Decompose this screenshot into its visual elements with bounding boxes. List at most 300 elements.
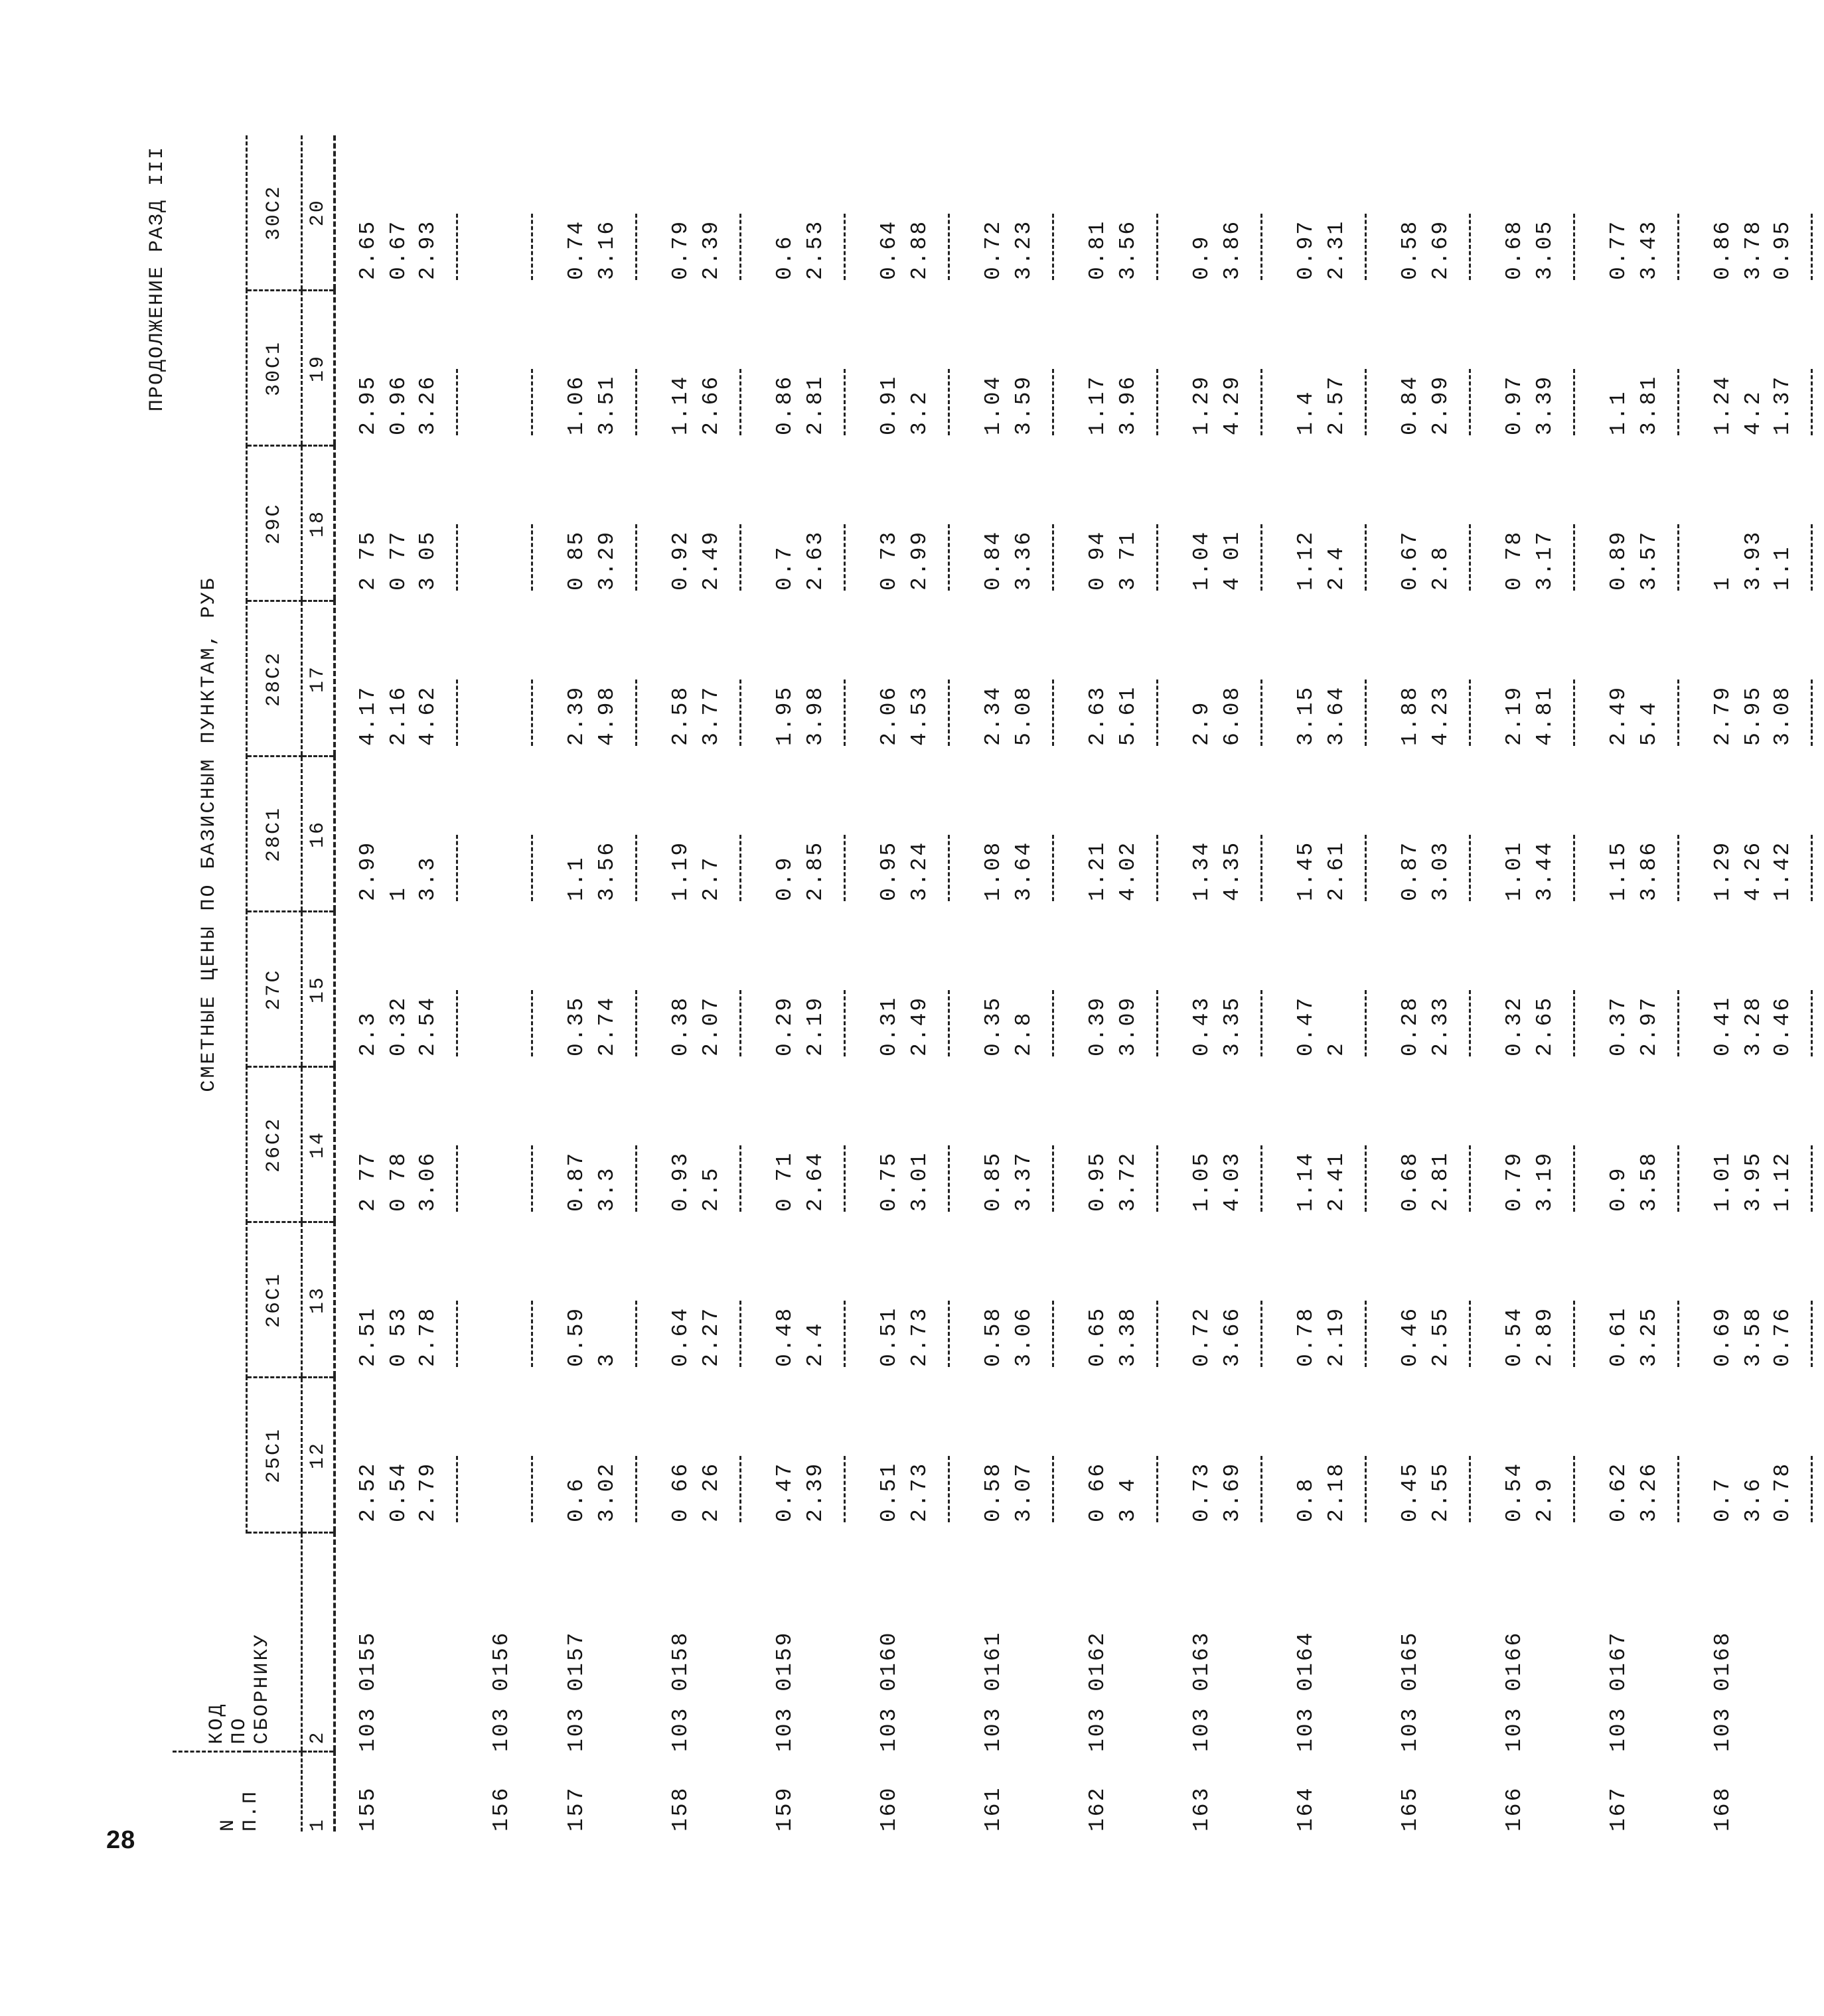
- price-value: 2.39: [699, 219, 723, 280]
- separator-cell: [832, 1752, 857, 1832]
- price-value: 2.61: [1324, 840, 1349, 901]
- row-number: 162: [1085, 1786, 1110, 1832]
- separator-cell: [1353, 446, 1378, 601]
- separator-cell: [624, 1752, 648, 1832]
- row-code-empty: [1770, 1533, 1799, 1752]
- separator-cell: [1458, 1533, 1482, 1752]
- price-value: 0.29: [773, 995, 797, 1056]
- dashed-rule: [1811, 680, 1813, 746]
- dashed-rule: [844, 214, 846, 280]
- separator-cell: [1562, 135, 1586, 291]
- price-value: 3.36: [1012, 530, 1036, 591]
- separator-cell: [1799, 601, 1824, 756]
- price-value: 2.7: [699, 855, 723, 901]
- separator-cell: [520, 446, 544, 601]
- dashed-rule: [1469, 990, 1471, 1056]
- price-value: 3.66: [1220, 1306, 1245, 1367]
- price-value: 0.73: [1189, 1461, 1214, 1522]
- dashed-rule: [948, 1145, 950, 1212]
- price-value: 2.81: [803, 374, 828, 435]
- separator-cell: [1562, 912, 1586, 1067]
- price-value: 3.3: [595, 1166, 619, 1212]
- separator-cell: [1666, 1378, 1691, 1533]
- dashed-rule: [1260, 1456, 1262, 1522]
- price-value: 0.28: [1398, 995, 1422, 1056]
- price-value: 5.08: [1012, 685, 1036, 746]
- row-number-empty: [1741, 1752, 1770, 1832]
- price-value: 0.89: [1606, 530, 1631, 591]
- table-row: [907, 135, 937, 1832]
- table-row: [753, 135, 803, 1832]
- table-row: [803, 135, 832, 1832]
- dashed-rule: [1052, 1456, 1054, 1522]
- price-value: 0 77: [386, 530, 411, 591]
- dashed-rule: [948, 990, 950, 1056]
- separator-cell: [520, 1533, 544, 1752]
- price-value: 2.64: [803, 1151, 828, 1212]
- separator-cell: [1799, 135, 1824, 291]
- separator-row: [1458, 135, 1482, 1832]
- price-value: 0.41: [1710, 995, 1735, 1056]
- dashed-rule: [1573, 680, 1575, 746]
- separator-cell: [1041, 1533, 1065, 1752]
- separator-cell: [1666, 601, 1691, 756]
- dashed-rule: [1573, 1456, 1575, 1522]
- header-n: N П.П: [216, 1789, 262, 1832]
- table-row: [1428, 135, 1458, 1832]
- price-value-empty: [469, 756, 520, 912]
- dashed-rule: [1573, 835, 1575, 901]
- price-value: 0.95: [877, 840, 901, 901]
- price-value: 0 78: [1502, 530, 1527, 591]
- separator-cell: [937, 1222, 961, 1378]
- row-code-empty: [803, 1533, 832, 1752]
- separator-row: [520, 135, 544, 1832]
- row-code-empty: [699, 1533, 728, 1752]
- row-number-empty: [1428, 1752, 1458, 1832]
- separator-cell: [728, 1752, 753, 1832]
- separator-cell: [1353, 135, 1378, 291]
- price-value: 0.54: [1502, 1306, 1527, 1367]
- separator-cell: [1145, 135, 1170, 291]
- dashed-rule: [1365, 1145, 1367, 1212]
- row-number-empty: [416, 1752, 445, 1832]
- dashed-rule: [1811, 214, 1813, 280]
- price-value: 2.27: [699, 1306, 723, 1367]
- separator-cell: [728, 1222, 753, 1378]
- separator-cell: [1666, 1222, 1691, 1378]
- price-value: 0.95: [1085, 1151, 1110, 1212]
- dashed-rule: [1052, 369, 1054, 435]
- price-value: 3.01: [907, 1151, 932, 1212]
- row-number: 160: [877, 1786, 901, 1832]
- price-value: 3.43: [1637, 219, 1661, 280]
- dashed-rule: [948, 835, 950, 901]
- separator-cell: [1562, 601, 1586, 756]
- price-value: 2.58: [668, 685, 693, 746]
- price-value: 3.05: [1533, 219, 1557, 280]
- column-number: 15: [302, 912, 335, 1067]
- dashed-rule: [456, 1301, 458, 1367]
- separator-cell: [1249, 1378, 1274, 1533]
- price-value: 2.85: [803, 840, 828, 901]
- price-value: 2.55: [1428, 1306, 1453, 1367]
- row-number: 164: [1294, 1786, 1318, 1832]
- price-value: 0.51: [877, 1306, 901, 1367]
- separator-row: [445, 135, 469, 1832]
- dashed-rule: [531, 524, 533, 591]
- separator-cell: [1145, 1067, 1170, 1222]
- separator-cell: [1562, 1752, 1586, 1832]
- price-value: 0.77: [1606, 219, 1631, 280]
- dashed-rule: [635, 524, 637, 591]
- dashed-rule: [1052, 1145, 1054, 1212]
- price-value: 1.19: [668, 840, 693, 901]
- price-value: 2.97: [1637, 995, 1661, 1056]
- row-code-empty: [1324, 1533, 1353, 1752]
- dashed-rule: [1365, 680, 1367, 746]
- dashed-rule: [531, 214, 533, 280]
- price-table: [173, 135, 1824, 1832]
- separator-row: [1562, 135, 1586, 1832]
- price-value: 2.89: [1533, 1306, 1557, 1367]
- price-value: 2.65: [1533, 995, 1557, 1056]
- price-value: 1.04: [1189, 530, 1214, 591]
- dashed-rule: [1156, 835, 1158, 901]
- price-value: 3.02: [595, 1461, 619, 1522]
- separator-cell: [1249, 446, 1274, 601]
- dashed-rule: [1365, 524, 1367, 591]
- price-value: 3.16: [595, 219, 619, 280]
- price-value: 1.01: [1710, 1151, 1735, 1212]
- price-value: 0.86: [1710, 219, 1735, 280]
- column-number: 16: [302, 756, 335, 912]
- row-code-empty: [1428, 1533, 1458, 1752]
- price-value: 3.23: [1012, 219, 1036, 280]
- price-value: 0.45: [1398, 1461, 1422, 1522]
- dashed-rule: [739, 1301, 741, 1367]
- dashed-rule: [531, 990, 533, 1056]
- dashed-rule: [1469, 680, 1471, 746]
- price-value: 3.3: [416, 855, 440, 901]
- separator-cell: [1249, 135, 1274, 291]
- dashed-rule: [739, 1145, 741, 1212]
- price-value: 2.4: [1324, 545, 1349, 591]
- dashed-rule: [1052, 680, 1054, 746]
- separator-cell: [1666, 1752, 1691, 1832]
- price-value: 0.6: [773, 234, 797, 280]
- price-value: 0.8: [1294, 1476, 1318, 1522]
- table-row: [857, 135, 907, 1832]
- dashed-rule: [1260, 680, 1262, 746]
- separator-cell: [1666, 912, 1691, 1067]
- price-value: 1.12: [1770, 1151, 1795, 1212]
- price-value: 2.69: [1428, 219, 1453, 280]
- price-value: 2.49: [907, 995, 932, 1056]
- price-value: 2.55: [1428, 1461, 1453, 1522]
- dashed-rule: [1365, 1456, 1367, 1522]
- price-value: 0.74: [564, 219, 589, 280]
- station-header: 26С1: [247, 1222, 302, 1378]
- price-value: 4.98: [595, 685, 619, 746]
- dashed-rule: [1811, 524, 1813, 591]
- dashed-rule: [1811, 1301, 1813, 1367]
- separator-cell: [1041, 912, 1065, 1067]
- dashed-rule: [1260, 369, 1262, 435]
- row-number: 168: [1710, 1786, 1735, 1832]
- dashed-rule: [844, 990, 846, 1056]
- price-value: 0.84: [1398, 374, 1422, 435]
- dashed-rule: [948, 524, 950, 591]
- separator-cell: [1458, 291, 1482, 446]
- dashed-rule: [1677, 990, 1679, 1056]
- separator-cell: [1562, 756, 1586, 912]
- dashed-rule: [1365, 990, 1367, 1056]
- price-value: 2.18: [1324, 1461, 1349, 1522]
- table-row: [469, 135, 520, 1832]
- row-number-empty: [699, 1752, 728, 1832]
- row-number: 167: [1606, 1786, 1631, 1832]
- column-number: 14: [302, 1067, 335, 1222]
- dashed-rule: [1052, 1301, 1054, 1367]
- price-value: 3.19: [1533, 1151, 1557, 1212]
- price-value: 0.51: [877, 1461, 901, 1522]
- row-code: 103 0160: [877, 1630, 901, 1752]
- table-row: [648, 135, 699, 1832]
- separator-row: [832, 135, 857, 1832]
- separator-cell: [1666, 1533, 1691, 1752]
- separator-cell: [1458, 1067, 1482, 1222]
- price-value: 0.38: [668, 995, 693, 1056]
- price-value: 3.06: [416, 1151, 440, 1212]
- price-value: 0.37: [1606, 995, 1631, 1056]
- price-value: 2.07: [699, 995, 723, 1056]
- separator-cell: [445, 135, 469, 291]
- separator-cell: [1799, 756, 1824, 912]
- dashed-rule: [1365, 214, 1367, 280]
- dashed-rule: [1677, 369, 1679, 435]
- dashed-rule: [456, 835, 458, 901]
- separator-cell: [1353, 1222, 1378, 1378]
- table-body: [335, 135, 1824, 1832]
- price-value: 0.9: [773, 855, 797, 901]
- price-value: 0 66: [668, 1461, 693, 1522]
- price-value: 0 73: [877, 530, 901, 591]
- price-value: 2.19: [803, 995, 828, 1056]
- price-value: 3.98: [803, 685, 828, 746]
- separator-cell: [1353, 756, 1378, 912]
- price-value: 2.19: [1324, 1306, 1349, 1367]
- separator-cell: [1799, 1533, 1824, 1752]
- station-header: 25С1: [247, 1378, 302, 1533]
- dashed-rule: [456, 1145, 458, 1212]
- dashed-rule: [1573, 369, 1575, 435]
- dashed-rule: [739, 835, 741, 901]
- dashed-rule: [1260, 1301, 1262, 1367]
- price-value: 0.87: [564, 1151, 589, 1212]
- price-value: 0.78: [1294, 1306, 1318, 1367]
- separator-cell: [1562, 1533, 1586, 1752]
- separator-cell: [832, 912, 857, 1067]
- price-value: 1.1: [1606, 390, 1631, 435]
- row-code: 103 0158: [668, 1630, 693, 1752]
- row-code: 103 0166: [1502, 1630, 1527, 1752]
- separator-cell: [1666, 1067, 1691, 1222]
- separator-cell: [1458, 135, 1482, 291]
- separator-cell: [1458, 1378, 1482, 1533]
- price-value: 3.2: [907, 390, 932, 435]
- separator-cell: [1666, 446, 1691, 601]
- price-value: 4.53: [907, 685, 932, 746]
- separator-cell: [832, 601, 857, 756]
- price-value: 0.68: [1502, 219, 1527, 280]
- station-header: 30С1: [247, 291, 302, 446]
- dashed-rule: [1260, 835, 1262, 901]
- dashed-rule: [1811, 369, 1813, 435]
- table-row: [1533, 135, 1562, 1832]
- price-value: 1.08: [981, 840, 1006, 901]
- price-value: 2.63: [803, 530, 828, 591]
- separator-cell: [624, 1533, 648, 1752]
- column-number: 2: [302, 1533, 335, 1752]
- dashed-rule: [1677, 1456, 1679, 1522]
- separator-cell: [1458, 912, 1482, 1067]
- price-value: 0.32: [1502, 995, 1527, 1056]
- price-value: 3.37: [1012, 1151, 1036, 1212]
- price-value: 3.44: [1533, 840, 1557, 901]
- separator-cell: [1249, 1533, 1274, 1752]
- separator-cell: [1666, 135, 1691, 291]
- separator-cell: [445, 601, 469, 756]
- row-code: 103 0167: [1606, 1630, 1631, 1752]
- row-number-empty: [907, 1752, 937, 1832]
- separator-row: [624, 135, 648, 1832]
- price-value: 0 78: [386, 1151, 411, 1212]
- separator-cell: [624, 291, 648, 446]
- price-value: 2.31: [1324, 219, 1349, 280]
- price-value: 2.51: [356, 1306, 380, 1367]
- dashed-rule: [1365, 369, 1367, 435]
- price-value: 2.99: [356, 840, 380, 901]
- dashed-rule: [635, 1145, 637, 1212]
- table-row: [1220, 135, 1249, 1832]
- table-row: [1482, 135, 1533, 1832]
- row-code: 103 0164: [1294, 1630, 1318, 1752]
- price-value: 1.1: [564, 855, 589, 901]
- price-value: 0.67: [1398, 530, 1422, 591]
- price-value: 3.25: [1637, 1306, 1661, 1367]
- row-code-empty: [386, 1533, 416, 1752]
- dashed-rule: [739, 1456, 741, 1522]
- row-code: 103 0165: [1398, 1630, 1422, 1752]
- dashed-rule: [456, 990, 458, 1056]
- price-value: 0.97: [1294, 219, 1318, 280]
- separator-cell: [1666, 291, 1691, 446]
- row-code-empty: [1220, 1533, 1249, 1752]
- separator-cell: [1145, 1222, 1170, 1378]
- dashed-rule: [844, 1301, 846, 1367]
- price-value: 0.85: [981, 1151, 1006, 1212]
- price-value: 1.01: [1502, 840, 1527, 901]
- price-value: 2: [1324, 1041, 1349, 1056]
- price-value: 4.35: [1220, 840, 1245, 901]
- price-value: 1.04: [981, 374, 1006, 435]
- separator-cell: [1799, 912, 1824, 1067]
- separator-cell: [1799, 1378, 1824, 1533]
- separator-cell: [832, 1378, 857, 1533]
- row-number-empty: [1770, 1752, 1799, 1832]
- price-value: 0.64: [668, 1306, 693, 1367]
- dashed-rule: [844, 1145, 846, 1212]
- row-number-empty: [386, 1752, 416, 1832]
- dashed-rule: [635, 680, 637, 746]
- station-header: 30С2: [247, 135, 302, 291]
- dashed-rule: [635, 1301, 637, 1367]
- price-value: 3.78: [1741, 219, 1766, 280]
- price-value: 3.35: [1220, 995, 1245, 1056]
- separator-cell: [1353, 912, 1378, 1067]
- row-code-empty: [907, 1533, 937, 1752]
- row-number: 157: [564, 1786, 589, 1832]
- separator-cell: [1249, 291, 1274, 446]
- row-number: 161: [981, 1786, 1006, 1832]
- separator-cell: [1249, 601, 1274, 756]
- dashed-rule: [739, 369, 741, 435]
- separator-cell: [832, 1222, 857, 1378]
- price-value: 4.62: [416, 685, 440, 746]
- station-header: 28С1: [247, 756, 302, 912]
- price-value: 0.69: [1710, 1306, 1735, 1367]
- separator-cell: [445, 446, 469, 601]
- price-value: 0.61: [1606, 1306, 1631, 1367]
- separator-cell: [445, 1222, 469, 1378]
- price-value: 0.76: [1770, 1306, 1795, 1367]
- price-value: 0.64: [877, 219, 901, 280]
- price-value: 0.7: [1710, 1476, 1735, 1522]
- separator-cell: [1041, 601, 1065, 756]
- dashed-rule: [739, 990, 741, 1056]
- separator-cell: [1458, 446, 1482, 601]
- price-value: 0 94: [1085, 530, 1110, 591]
- separator-cell: [1249, 912, 1274, 1067]
- separator-cell: [624, 1067, 648, 1222]
- row-code-empty: [416, 1533, 445, 1752]
- dashed-rule: [1469, 524, 1471, 591]
- dashed-rule: [1677, 1145, 1679, 1212]
- row-number-empty: [595, 1752, 624, 1832]
- dashed-rule: [1469, 1301, 1471, 1367]
- price-value: 0 53: [386, 1306, 411, 1367]
- price-value: 0.58: [981, 1306, 1006, 1367]
- price-value: 3.81: [1637, 374, 1661, 435]
- dashed-rule: [1156, 680, 1158, 746]
- price-value: 3.56: [1116, 219, 1140, 280]
- dashed-rule: [1260, 214, 1262, 280]
- dashed-rule: [635, 835, 637, 901]
- price-value: 0.32: [386, 995, 411, 1056]
- price-value-empty: [469, 1222, 520, 1378]
- price-value: 0.7: [773, 545, 797, 591]
- price-value: 0.93: [668, 1151, 693, 1212]
- dashed-rule: [1811, 1145, 1813, 1212]
- price-value: 3.06: [1012, 1306, 1036, 1367]
- price-value: 3 71: [1116, 530, 1140, 591]
- separator-cell: [728, 135, 753, 291]
- separator-cell: [832, 291, 857, 446]
- separator-cell: [1249, 1752, 1274, 1832]
- price-value: 2.9: [1189, 700, 1214, 746]
- price-value: 2.41: [1324, 1151, 1349, 1212]
